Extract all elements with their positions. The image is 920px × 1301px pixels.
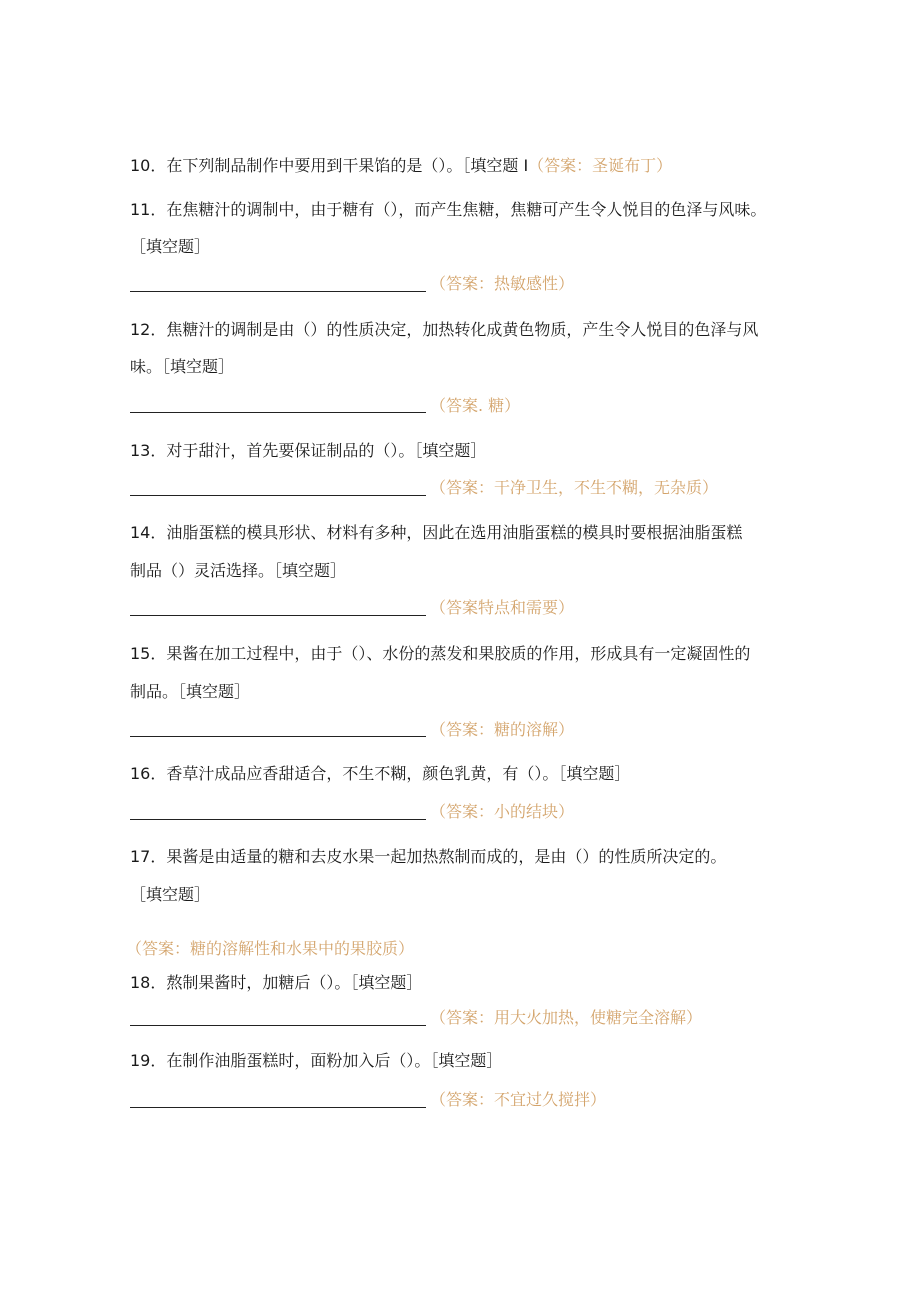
answer-text: （答案：糖的溶解性和水果中的果胶质）: [126, 939, 415, 958]
question-text: ．果酱是由适量的糖和去皮水果一起加热熬制而成的，是由（）的性质所决定的。: [150, 847, 727, 866]
answer-text: （答案：不宜过久搅拌）: [430, 1090, 607, 1109]
question-number: 13: [130, 441, 151, 460]
answer-blank: [130, 615, 426, 616]
answer-text: （答案特点和需要）: [430, 598, 575, 617]
question-number: 18: [130, 973, 151, 992]
question-11: [130, 200, 766, 220]
question-19: [130, 1051, 502, 1071]
answer-text: （答案：糖的溶解）: [430, 720, 575, 739]
question-12: [130, 320, 758, 340]
question-text: ．熬制果酱时，加糖后（）。［填空题］: [150, 973, 423, 992]
question-17-line2: ［填空题］: [130, 885, 211, 904]
question-15: [130, 644, 750, 664]
answer-text: （答案：圣诞布丁）: [528, 156, 673, 175]
question-text: ．油脂蛋糕的模具形状、材料有多种，因此在选用油脂蛋糕的模具时要根据油脂蛋糕: [150, 523, 743, 542]
question-text: ．在焦糖汁的调制中，由于糖有（），而产生焦糖，焦糖可产生令人悦目的色泽与风味。: [150, 200, 767, 219]
question-text: ．在下列制品制作中要用到干果馅的是（）。［填空题 I: [150, 156, 529, 175]
question-18: [130, 973, 422, 993]
answer-blank: [130, 1107, 426, 1108]
question-17: [130, 847, 726, 867]
question-number: 17: [130, 847, 151, 866]
question-11-line2: ［填空题］: [130, 237, 211, 256]
answer-blank: [130, 819, 426, 820]
question-number: 11: [130, 200, 151, 219]
answer-blank: [130, 291, 426, 292]
answer-blank: [130, 412, 426, 413]
answer-blank: [130, 736, 426, 737]
question-12-line2: 味。［填空题］: [130, 357, 235, 376]
question-text: ．香草汁成品应香甜适合，不生不糊，颜色乳黄，有（）。［填空题］: [150, 764, 631, 783]
question-number: 12: [130, 320, 151, 339]
question-number: 14: [130, 523, 151, 542]
question-text: ．果酱在加工过程中，由于（）、水份的蒸发和果胶质的作用，形成具有一定凝固性的: [150, 644, 751, 663]
question-16: [130, 764, 630, 784]
answer-text: （答案：干净卫生，不生不糊，无杂质）: [430, 478, 719, 497]
question-14-line2: 制品（）灵活选择。［填空题］: [130, 561, 347, 580]
question-15-line2: 制品。［填空题］: [130, 682, 251, 701]
question-number: 19: [130, 1051, 151, 1070]
question-14: [130, 523, 742, 543]
question-number: 10: [130, 156, 151, 175]
answer-blank: [130, 1025, 426, 1026]
answer-text: （答案. 糖）: [430, 396, 521, 415]
question-10: [130, 156, 672, 176]
answer-text: （答案：小的结块）: [430, 802, 575, 821]
question-text: ．对于甜汁，首先要保证制品的（）。［填空题］: [150, 441, 487, 460]
answer-blank: [130, 495, 426, 496]
question-text: ．焦糖汁的调制是由（）的性质决定，加热转化成黄色物质，产生令人悦目的色泽与风: [150, 320, 759, 339]
question-13: [130, 441, 486, 461]
question-text: ．在制作油脂蛋糕时，面粉加入后（）。［填空题］: [150, 1051, 503, 1070]
answer-text: （答案：用大火加热，使糖完全溶解）: [430, 1008, 703, 1027]
answer-text: （答案：热敏感性）: [430, 274, 575, 293]
question-number: 16: [130, 764, 151, 783]
question-number: 15: [130, 644, 151, 663]
